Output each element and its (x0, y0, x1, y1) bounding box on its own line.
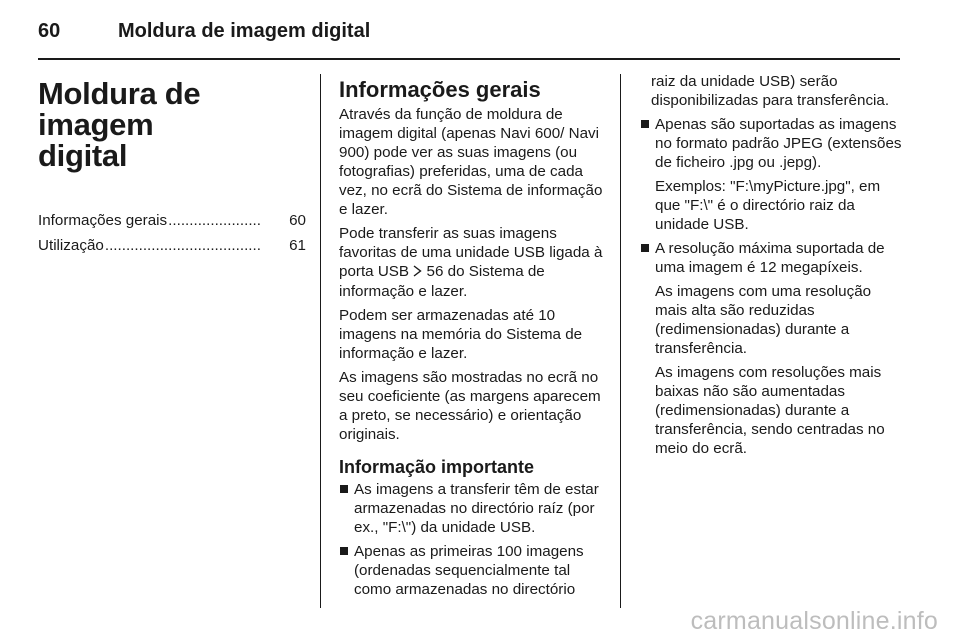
paragraph: Podem ser armazenadas até 10 imagens na memória do Sistema de informação e lazer. (339, 307, 583, 362)
important-info-column (640, 72, 904, 463)
section-title: Informações gerais (339, 77, 541, 102)
chapter-title: Moldura de imagem digital (38, 76, 201, 173)
square-bullet-icon (340, 485, 348, 493)
bullet-list (640, 115, 904, 458)
chapter-column (38, 72, 306, 261)
page-number: 60 (38, 20, 61, 42)
example-text: Exemplos: "F:\myPicture.jpg", em que "F:\" é o directório raiz da unidade USB. (655, 178, 881, 233)
watermark: carmanualsonline.info (690, 607, 938, 635)
paragraph: Através da função de moldura de imagem digital (apenas Navi 600/ Navi 900) pode ver as suas imagens (ou fotografias) preferidas, uma de cada vez, no ecrã do Sistema de informação e lazer. (339, 106, 603, 218)
list-item: Apenas as primeiras 100 imagens (ordenadas sequencialmente tal como armazenadas no directório (339, 542, 605, 599)
page-header (38, 14, 920, 48)
column-divider-right (620, 74, 621, 608)
paragraph: As imagens são mostradas no ecrã no seu coeficiente (as margens aparecem a preto, se necessário) e orientação originais. (339, 369, 601, 443)
toc-page-number: 60 (289, 212, 306, 229)
table-of-contents (38, 211, 306, 255)
list-item: Apenas são suportadas as imagens no formato padrão JPEG (extensões de ficheiro .jpg ou .jepg). Exemplos: "F:\myPicture.jpg", em que "F:\" é o directório raiz da unidade USB. (640, 115, 904, 234)
general-info-column (339, 72, 605, 604)
list-item-continuation: raiz da unidade USB) serão disponibilizadas para transferência. (651, 73, 890, 109)
toc-leader: ..................................... (104, 237, 261, 254)
page-reference-arrow-icon (413, 263, 422, 282)
square-bullet-icon (641, 120, 649, 128)
subsection-title: Informação importante (339, 457, 535, 477)
square-bullet-icon (340, 547, 348, 555)
bullet-list (339, 480, 605, 599)
square-bullet-icon (641, 244, 649, 252)
toc-leader: ...................... (168, 212, 261, 229)
list-item: As imagens a transferir têm de estar armazenadas no directório raíz (por ex., "F:\") da unidade USB. (339, 480, 605, 537)
usb-paragraph: Pode transferir as suas imagens favoritas de uma unidade USB ligada à porta USB 56 do Sistema de informação e lazer. (339, 225, 603, 300)
header-rule (38, 58, 900, 60)
toc-item-informacoes-gerais[interactable]: Informações gerais ...................... 60 (38, 212, 306, 229)
toc-page-number: 61 (289, 237, 306, 254)
column-divider-left (320, 74, 321, 608)
running-title: Moldura de imagem digital (118, 20, 371, 42)
toc-item-utilizacao[interactable]: Utilização ..................................... 61 (38, 237, 306, 254)
list-item: A resolução máxima suportada de uma imagem é 12 megapíxeis. As imagens com uma resolução mais alta são reduzidas (redimensionadas) durante a transferência. As imagens com resoluções mais baixas não são aumentadas (redimensionadas) durante a transferência, sendo centradas no meio do ecrã. (640, 239, 904, 458)
